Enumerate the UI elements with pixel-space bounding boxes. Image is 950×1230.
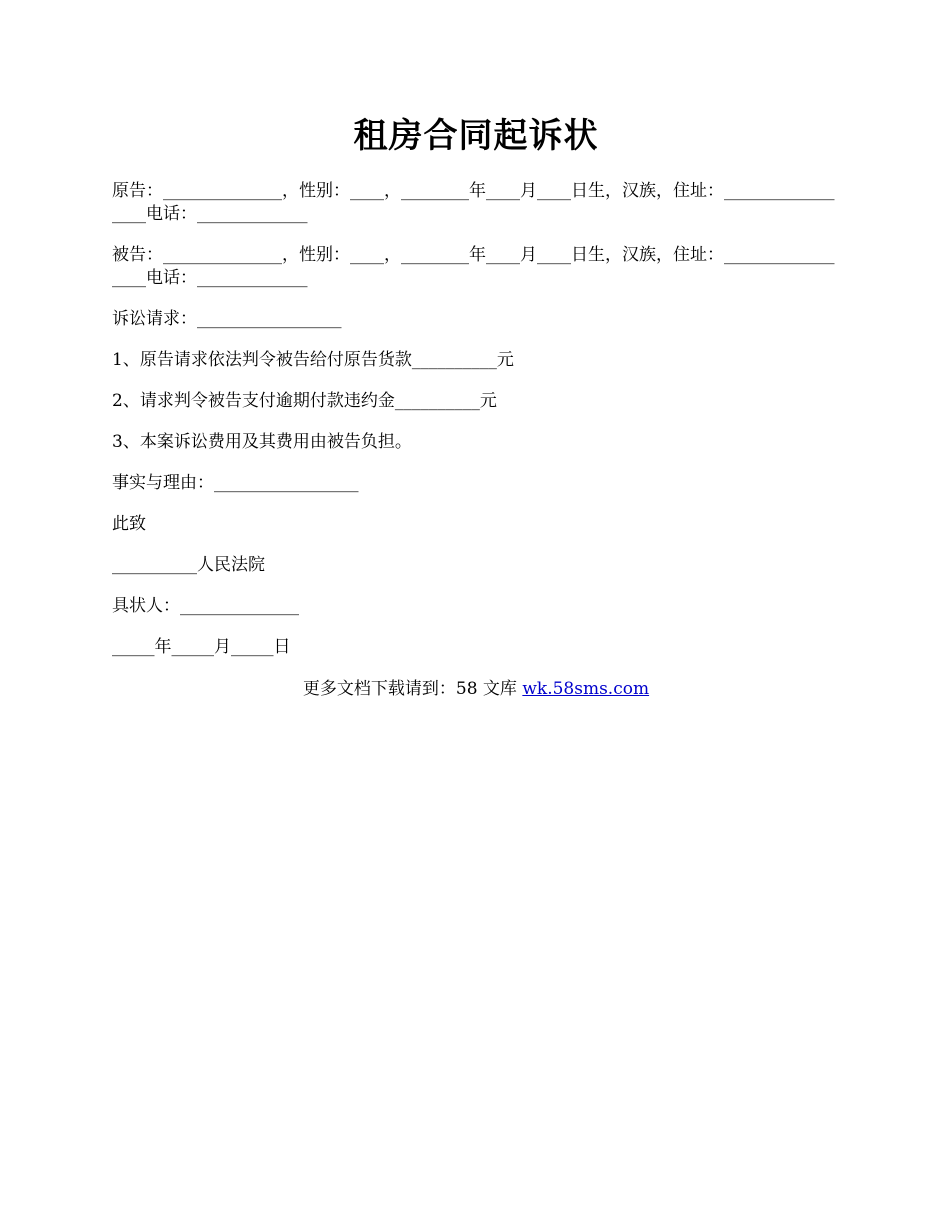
footer-text: 更多文档下载请到：58 文库 bbox=[302, 679, 523, 699]
footer-link[interactable]: wk.58sms.com bbox=[522, 679, 650, 699]
facts-heading: 事实与理由：_________________ bbox=[112, 473, 359, 493]
signer-line: 具状人：______________ bbox=[112, 596, 299, 616]
claim-item-2: 2、请求判令被告支付逾期付款违约金__________元 bbox=[112, 391, 497, 411]
plaintiff-info: 原告：______________，性别：____，________年____月____日生，汉族，住址：_________________电话：_____________ bbox=[112, 181, 835, 224]
claim-item-1: 1、原告请求依法判令被告给付原告货款__________元 bbox=[112, 350, 514, 370]
salutation: 此致 bbox=[112, 514, 146, 534]
date-line: _____年_____月_____日 bbox=[112, 637, 291, 657]
court-name: __________人民法院 bbox=[112, 555, 265, 575]
footer bbox=[112, 678, 840, 701]
claims-heading: 诉讼请求：_________________ bbox=[112, 309, 342, 329]
document-title: 租房合同起诉状 bbox=[353, 116, 599, 156]
claim-item-3: 3、本案诉讼费用及其费用由被告负担。 bbox=[112, 432, 412, 452]
defendant-info: 被告：______________，性别：____，________年____月____日生，汉族，住址：_________________电话：_____________ bbox=[112, 245, 835, 288]
